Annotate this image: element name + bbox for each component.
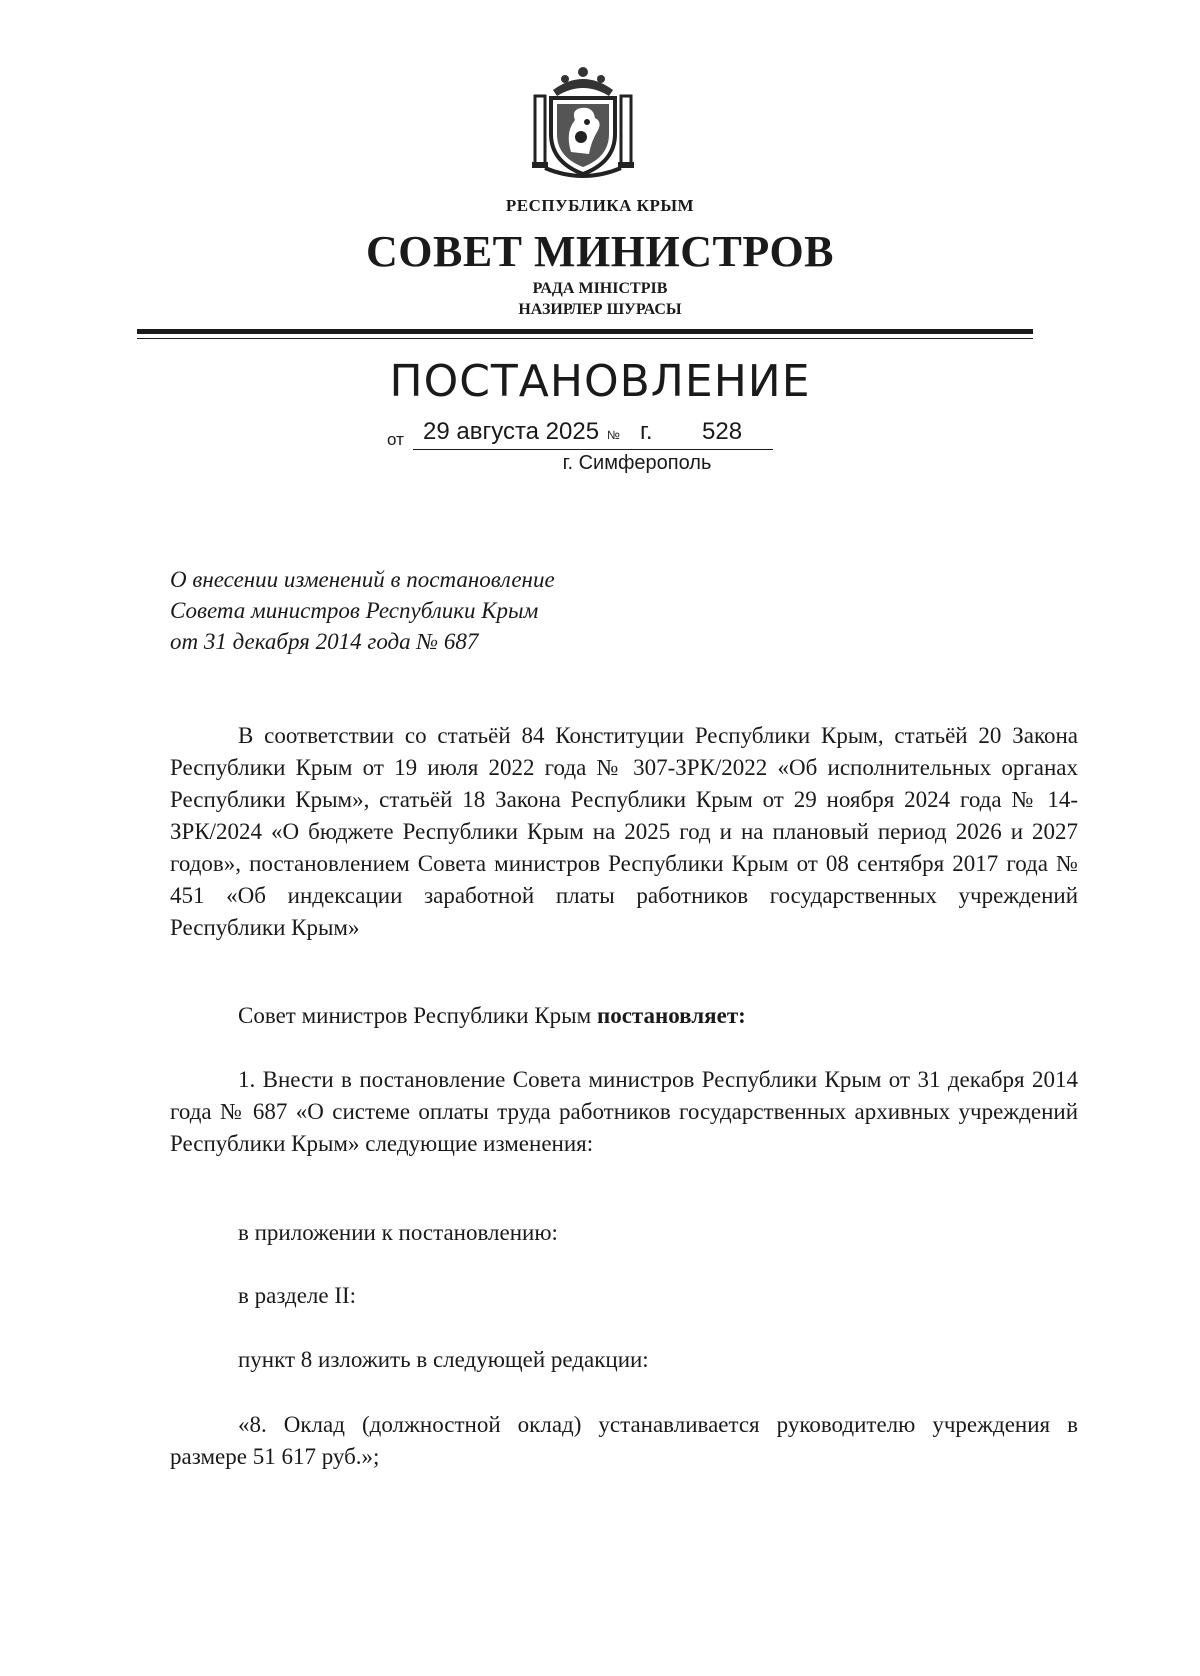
crimea-coat-of-arms-icon: [531, 62, 635, 180]
decree-number: 528: [702, 418, 743, 445]
amendment-line: пункт 8 изложить в следующей редакции:: [238, 1347, 649, 1372]
republic-name: РЕСПУБЛИКА КРЫМ: [505, 196, 695, 215]
council-title-crimean-tatar: НАЗИРЛЕР ШУРАСЫ: [518, 301, 682, 318]
from-label: от: [387, 430, 404, 449]
subject-line: от 31 декабря 2014 года № 687: [170, 629, 479, 654]
council-title-ukrainian: РАДА МІНІСТРІВ: [532, 280, 668, 297]
decree-city: г. Симферополь: [562, 452, 712, 474]
amendment-line: в разделе II:: [238, 1283, 357, 1308]
resolution-text: Совет министров Республики Крым: [238, 1003, 597, 1028]
subject-line: Совета министров Республики Крым: [170, 598, 539, 623]
year-suffix: г.: [640, 418, 653, 445]
decree-date: 29 августа 2025: [423, 418, 600, 445]
resolution-paragraph: [170, 1000, 1078, 1032]
council-title: СОВЕТ МИНИСТРОВ: [365, 227, 835, 276]
decree-title: ПОСТАНОВЛЕНИЕ: [389, 356, 811, 407]
number-sign: №: [607, 428, 620, 442]
header-divider: [137, 329, 1033, 334]
dateline-underline: [413, 449, 773, 450]
preamble-paragraph: В соответствии со статьёй 84 Конституции Республики Крым, статьёй 20 Закона Республики Крым от 19 июля 2022 года № 307-ЗРК/2022 «Об исполнительных органах Республики Крым», статьёй 18 Закона Республики Крым от 29 ноября 2024 года № 14-ЗРК/2024 «О бюджете Республики Крым на 2025 год и на плановый период 2026 и 2027 годов», постановлением Совета министров Республики Крым от 08 сентября 2017 года № 451 «Об индексации заработной платы работников государственных учреждений Республики Крым»: [170, 723, 1078, 940]
decree-dateline: [387, 418, 787, 452]
resolution-verb: постановляет:: [596, 1003, 746, 1028]
clause-8-paragraph: «8. Оклад (должностной оклад) устанавливается руководителю учреждения в размере 51 617 руб.»;: [170, 1412, 1078, 1469]
header-divider-thin: [137, 338, 1033, 339]
decree-subject: [170, 564, 555, 657]
clause-1-paragraph: 1. Внести в постановление Совета министров Республики Крым от 31 декабря 2014 года № 687 «О системе оплаты труда работников государственных архивных учреждений Республики Крым» следующие изменения:: [170, 1067, 1078, 1156]
amendment-line: в приложении к постановлению:: [238, 1220, 558, 1245]
subject-line: О внесении изменений в постановление: [170, 567, 555, 592]
